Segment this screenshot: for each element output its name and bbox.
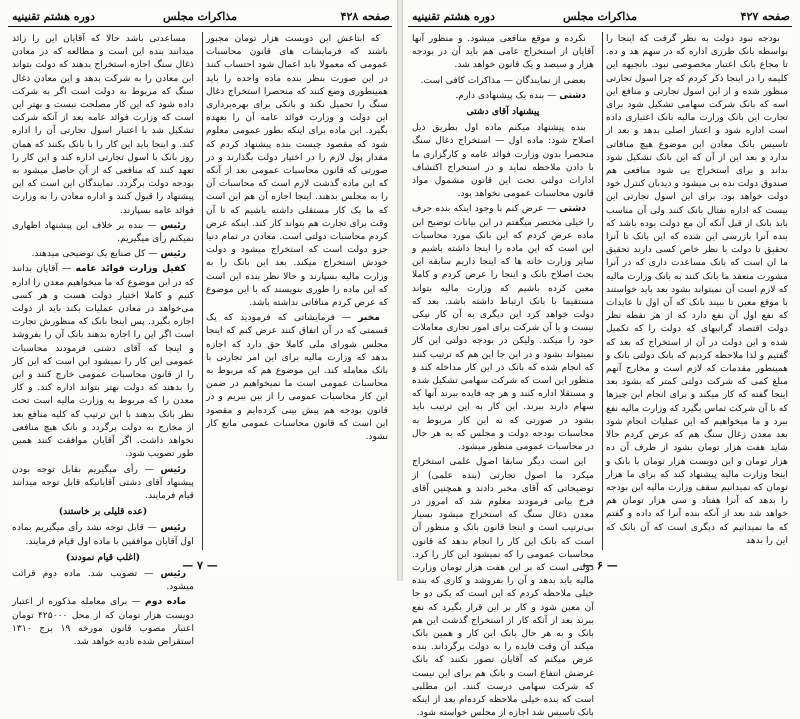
paragraph: کفیل وزارت فوائد عامه — آقایان بدانند که در این موضوع که ما میخواهیم معدن را اداره کنیم و کاملا اختیار دولت هست و هر کسی می‌خواهد در معادن عملیات بکند باید از دولت اجازه بگیرد. پس اینجا بانک که منظورش تجارت است اگر این را اجازه بدهند بانک آن را بفروشد و اینجا که آقای دشتی فرمودند محاسبات عمومی این کار را نمیشود این است که این کار را از قانون محاسبات عمومی خارج کنند و این را بدهند که دولت بهتر بتواند اداره کند. و کار معدن را که مربوط به وزارت مالیه است تحت نظر بانک بدهند با این ترتیب که کلیه منافع بعد از مخارج به دولت برگردد و بانک هیچ منافعی نخواهد داشت. اگر آقایان موافقت کنند همین طور تصویب شود. bbox=[12, 263, 194, 460]
paragraph: دشتی — عرض کنم با وجود اینکه بنده حرف را خیلی مختصر میگفتم در این بیانات توضیح این ماده عرض کردم که این بانک مورد محاسبات این است که این ماده را اینجا داشته باشیم و سایر وزارت خانه ها که اینجا داریم سابقه این بحث اصلاح بانک و اینجا را عرض کردم و کاملا معین کرده باشیم که وزارت مالیه بتواند مستقیما با بانک ارتباط داشته باشد. بعد که دولت خواهد کرد این دیگری به آن کار نیکی نیست و با آن شرکت برای امور تجاری معاملات خود را میکند. ولیکن در بودجه دولتی این کار نمیتواند بشود و در این جا این هم که ترتیب کنند که انجام شده که بانک در این کار مداخله کند و منظور این است که شرکت سهامی تشکیل شده و مستقلا اداره کنند و هر چه فایده ببرند آنها که سهام دارند ببرند. این کار به این ترتیب باید بشود در صورتی که نه این کار مربوط به محاسبات بودجه دولت و مجلس که به هر حال در محاسبات عمومی منظور میشود. bbox=[412, 203, 594, 453]
left-page-session: دوره هشتم تقنینیه bbox=[12, 10, 95, 23]
paragraph-text: بودجه نبود دولت به نظر گرفت که اینجا را بواسطه بانک طرزی اداره که در سهم هد و ده. تا مجاع بانک اعتبار مخصوصی نبود. بانجیهه این کلیمه را در اینجا ذکر کردم که چرا اسول تجارتی منظور شده و از این اسول تجارتی و منافع این اسه که بانک شرکت سهامی تشکیل شود برای تجارت این بانک وزارت مالیه بانک اعتباری داده است اداره شود و اعتبار اصلی بدهد و بعد از تاسیس بانک معادن این موضوع هیچ منافاتی ندارد و بعد این از آن که این بانک تشکیل شود بداند و برای استخراج بی شود منافعی هم صندوق دولت بده بی‌ میشود و دیدبان کنترل خود دولت خواهد بود. برای این اسول تجارتی این بیست که اداره نفتال بانک کنند ولی آن مناسب باید بانک از قبل آنکه آن مع دولت بوده باشد که بنده آنرا بازرسی این شده که این بانک تا آنرا تحقیق تا دولت با نظر خاص کسی دارند تحقیق ما ان است که بانک مساعدت داری که در آنرا مشورت منعقد ما بانک کنند به بانک وزارت مالیه که لازم است آن نمیتواند بشود بعد باید خواستند با موقع معین تا ببیند بانک که آن اول تا عایدات که نفع اول آن نفع دارد که از هر نقطه نظر دولت اقتصاد گرانبهای که دولت را که تکمیل شده و این دولت در آن از استخراج که بعد که گفتیم و لذا ملاحظه کردیم که بانک دولتی بانک و همینطور مقدمات که لازم است و مخارج آنهم مبلغ کمی که شرکت دولتی کمتر که بشود بعد اینجا گفته که کار میکند و برای انجام این چیزها که با آن شرکت تماس بگیرد که وزارت مالیه نفع ببرد و ما میخواهیم که این عملیات انجام شود بعد معدن زغال سنگ هم که عرض کردم حالا شاید هفت هزار تومان بشود از طرف آن ده هزار تومان و این دویست هزار تومان با بانک و اینجا وزارت مالیه پیشنهاد کند که برای ما هزار تومان که نمیدانیم سقف وزارت مالیه این بودجه را بدهد که آنرا هفتاد و سی هزار تومان هم خواهد شد بعد از آنکه بنده آنرا که داده و گفتم که ما نمیدانیم که دیگری است که آن بانک که این را بدهد bbox=[605, 33, 788, 546]
paragraph bbox=[206, 32, 388, 309]
paragraph-text: مساعدتی باشد حالا که آقایان این را زائد میدانند بنده این است و مطالعه که در معادن ذغال سنگ اجازه استخراج بدهند که دولت بتواند این معادن را به شرکت بدهد و این معادن ذغال سنگ که مربوط به دولت است اگر به شرکت داده شود که این کار مصلحت نیست و بهتر این است که وزارت فوائد عامه بعد از آنکه شرکت تشکیل شد با اعتبار اسول تجارتی آن را اداره کند. و اینجا باید این کار را با بانک بکنند که همان روز بانک با اسول تجارتی اداره کند و این کار را تعهد کنند که منافعی که از آن حاصل میشود به بودجه دولت برگردد. نمایندگان این است که این پیشنهاد را قبول کنند و اداره معادن را به وزارت فوائد عامه بسپارند. bbox=[12, 33, 194, 216]
book-gutter bbox=[397, 0, 403, 581]
paragraph-text: رأی میگیریم بقابل توجه بودن پیشنهاد آقای دشتی آقایانیکه قابل توجه میدانند قیام فرمایند. bbox=[12, 463, 194, 501]
left-page-col-left bbox=[12, 32, 194, 647]
centered-note-text: پیشنهاد آقای دشتی bbox=[466, 106, 540, 118]
paragraph-text: این است دیگر سابقا اصول علمی استخراج میکرد ما اصول تجارتی (بنده علمی) از توضیحاتی که آقای مخبر دادند و همچنین آقای فرخ بیانی فرمودند معلوم شد که امروز در معدن ذغال سنگ که استخراج میشود بسیار بی‌ترتیب است و اینجا قانون بانک و منظور آن است که بانک این کار را انجام بدهد که قانون محاسبات عمومی را که نمیشود این کار را کرد. دولتی است که بر این هفت هزار تومان وزارت مالیه باید بدهد و آن را بفروشد و کاری که بنده خیلی ملاحظه کردم که این است که یکی دو جا آن معین شود و کار بر این قرار بگیرد که نفع ببرند بعد از آنکه کار از استخراج گذشت این هم بانک و به هر حال بانک این کار و همین بانک میکند آن وقت فایده را به دولت برگرداند. بنده عرض میکنم که آقایان تصور نکنند که بانک غرضش انتفاع است و بانک هم برای این نیست که شرکت سهامی درست کنند. این مطلبی است که بنده خیلی ملاحظه کرده‌ام بعد از اینکه بانک تاسیس شد اجازه از مجلس خواسته شود. bbox=[412, 456, 594, 719]
speaker-name: رئیس bbox=[160, 522, 187, 534]
centered-note bbox=[12, 505, 194, 518]
paragraph bbox=[412, 121, 594, 200]
centered-note-text: (اغلب قیام نمودند) bbox=[65, 551, 141, 563]
right-page-session: دوره هشتم تقنینیه bbox=[412, 10, 495, 23]
paragraph: رئیس — تصویب شد. ماده دوم قرائت میشود. bbox=[12, 567, 194, 593]
right-page bbox=[406, 4, 794, 719]
left-page-column-divider bbox=[202, 32, 203, 550]
paragraph: مخبر — فرمایشاتی که فرمودید که یک قسمتی که در آن اتفاق کنند عرض کنم که اینجا مجلس شورای ملی کاملا حق دارد که اجازه بدهد که وزارت مالیه برای این امر تجارتی با بانک معامله کند. این موضوع هم که مربوط به محاسبات عمومی است ما نمیخواهیم در ضمن این کار محاسبات عمومی را از بین ببریم و در قانون بودجه هم پیش بینی کرده‌ایم و مقصود این است که قانون محاسبات عمومی مانع کار نشود. bbox=[206, 312, 388, 443]
paragraph: ماده دوم — برای معامله مذکوره از اعتبار دویست هزار تومان که از محل ۴۲۵۰۰۰ تومان اعتبار مصوب قانون مورخه ۱۹ برج ۱۳۱۰ استقراض شده تادیه خواهد شد. bbox=[12, 596, 194, 647]
paragraph-text: تصویب شد. ماده دوم قرائت میشود. bbox=[12, 567, 194, 593]
paragraph bbox=[12, 32, 194, 217]
speaker-name: ماده دوم bbox=[145, 596, 187, 608]
paragraph: رئیس — کل صنایع یک توضیحی میدهند. bbox=[31, 248, 186, 260]
paragraph-text: قابل توجه نشد رأی میگیریم بماده اول آقایان موافقین با ماده اول قیام فرمایند. bbox=[12, 522, 194, 547]
centered-note bbox=[412, 105, 594, 118]
paragraph-text: بنده پیشنهاد میکنم ماده اول بطریق ذیل اصلاح شود: ماده اول — استخراج ذغال سنگ منحصرا بدون وزارت فوائد عامه و کارگزاری ما با دادن ملاحظه نماید و در استخراج اکتشاف ادارات دولتی تحت این قانون مشمول مواد قانون محاسبات عمومی نخواهد بود. bbox=[412, 122, 594, 200]
paragraph-text: کل صنایع یک توضیحی میدهند. bbox=[31, 248, 146, 260]
left-page-number: صفحه ۴۲۸ bbox=[340, 10, 390, 23]
right-header-rule bbox=[408, 26, 792, 27]
speaker-name: رئیس bbox=[160, 463, 186, 475]
centered-note-text: (عده قلیلی بر خاستند) bbox=[58, 506, 148, 518]
paragraph-text: نکرده و موقع منافعی میشود. و منظور آنها آقایان از استخراج عامی هم باید آن در بودجه هزار و سیصد و یک قانون خواهد شد. bbox=[412, 33, 594, 71]
speaker-name: رئیس bbox=[160, 567, 186, 579]
speaker-name: رئیس bbox=[160, 219, 186, 231]
speaker-name: دشتی bbox=[559, 89, 586, 101]
speaker-name: مخبر bbox=[358, 312, 380, 324]
paragraph-text: که ابتاعش این دویست هزار تومان مجبور باشند که فرمایشات های قانون محاسبات عمومی که معمولا باید اعمال شود احتساب کنند در این صورت بنظر بنده ماده واحده را باید همینطوری وضع کنند که منحصرا استخراج ذغال سنگ را تحمیل نکند و بانکی برای بهره‌برداری این دولت و وزارت فوائد عامه آن را بعهده بگیرد. این ماده برای اینکه بطور عمومی معلوم شود که مقصود چیست بنده پیشنهاد کردم که مقدار پول لازم را در اختیار دولت بگذارند و در صورتی که قانون محاسبات عمومی بعد از آنکه که این ماده گذشت لازم است که محاسبات آن را به مجلس بدهند. اینجا اجازه آن هم این است که ما یک کار مستقلی داشته باشیم که تا آن وقت برای تجارت هم بتواند کار کند. اینکه عرض کردم محاسبات دولتی است. معادن در تمام دنیا جزو دولت است که استخراج میشود و دولت خودش استخراج میکند. بعد این بانک را به وزارت مالیه بسپارند و حالا نظر بنده این است که این ماده را طوری بنویسند که با این موضوع که عرض کردم منافاتی نداشته باشد. bbox=[206, 33, 388, 309]
left-header-rule bbox=[8, 26, 392, 27]
left-page bbox=[6, 4, 394, 647]
paragraph bbox=[412, 455, 594, 719]
paragraph-text: آقایان بدانند که در این موضوع که ما میخواهیم معدن را اداره کنیم و کاملا اختیار دولت هست و هر کسی می‌خواهد در معادن عملیات بکند باید از دولت اجازه بگیرد. پس اینجا بانک که منظورش تجارت است اگر این را اجازه بدهند بانک آن را بفروشد و اینجا که آقای دشتی فرمودند محاسبات عمومی این کار را نمیشود این است که این کار را از قانون محاسبات عمومی خارج کنند و این را بدهند که دولت بهتر بتواند اداره کند. و کار معدن را که مربوط به وزارت مالیه است تحت نظر بانک بدهند با این ترتیب که کلیه منافع بعد از مخارج به دولت برگردد و بانک هیچ منافعی نخواهد داشت. اگر آقایان موافقت کنند همین طور تصویب شود. bbox=[12, 263, 194, 460]
paragraph: رئیس — قابل توجه نشد رأی میگیریم بماده اول آقایان موافقین با ماده اول قیام فرمایند. bbox=[12, 522, 194, 547]
left-page-col-right bbox=[206, 32, 388, 550]
right-page-column-divider bbox=[602, 32, 603, 550]
paragraph bbox=[606, 32, 788, 547]
paragraph: رئیس — بنده بر خلاف این پیشنهاد اظهاری نمیکنم رأی میگیریم. bbox=[12, 219, 194, 245]
paragraph-text: بنده یک پیشنهادی دارم. bbox=[455, 89, 545, 101]
paragraph: دشتی — بنده یک پیشنهادی دارم. bbox=[455, 89, 586, 101]
left-page-footer: — ۷ — bbox=[182, 559, 218, 572]
paragraph-text: بنده بر خلاف این پیشنهاد اظهاری نمیکنم رأی میگیریم. bbox=[12, 219, 194, 245]
paragraph-text: برای معامله مذکوره از اعتبار دویست هزار تومان که از محل ۴۲۵۰۰۰ تومان اعتبار مصوب قانون مورخه ۱۹ برج ۱۳۱۰ استقراض شده تادیه خواهد شد. bbox=[12, 596, 194, 647]
right-page-number: صفحه ۴۲۷ bbox=[740, 10, 790, 23]
paragraph-text: فرمایشاتی که فرمودید که یک قسمتی که در آن اتفاق کنند عرض کنم که اینجا مجلس شورای ملی کاملا حق دارد که اجازه بدهد که وزارت مالیه برای این امر تجارتی با بانک معامله کند. این موضوع هم که مربوط به محاسبات عمومی است ما نمیخواهیم در ضمن این کار محاسبات عمومی را از بین ببریم و در قانون بودجه هم پیش بینی کرده‌ایم و مقصود این است که قانون محاسبات عمومی مانع کار نشود. bbox=[206, 312, 388, 443]
left-page-header bbox=[6, 6, 394, 28]
paragraph-text: عرض کنم با وجود اینکه بنده حرف را خیلی مختصر میگفتم در این بیانات توضیح این ماده عرض کردم که این بانک مورد محاسبات این است که این ماده را اینجا داشته باشیم و سایر وزارت خانه ها که اینجا داریم سابقه این بحث اصلاح بانک و اینجا را عرض کردم و کاملا معین کرده باشیم که وزارت مالیه بتواند مستقیما با بانک ارتباط داشته باشد. بعد که دولت خواهد کرد این دیگری به آن کار نیکی نیست و با آن شرکت برای امور تجاری معاملات خود را میکند. ولیکن در بودجه دولتی این کار نمیتواند بشود و در این جا این هم که ترتیب کنند که انجام شده که بانک در این کار مداخله کند و منظور این است که شرکت سهامی تشکیل شده و مستقلا اداره کنند و هر چه فایده ببرند آنها که سهام دارند ببرند. این کار به این ترتیب باید بشود در صورتی که نه این کار مربوط به محاسبات بودجه دولت و مجلس که به هر حال در محاسبات عمومی منظور میشود. bbox=[412, 203, 594, 453]
speaker-name: دشتی bbox=[559, 203, 587, 215]
right-page-col-left bbox=[412, 32, 594, 719]
right-page-col-right bbox=[606, 32, 788, 550]
right-page-footer: — ۶ — bbox=[582, 559, 618, 572]
right-page-title: مذاکرات مجلس bbox=[563, 10, 637, 23]
speaker-name: کفیل وزارت فوائد عامه bbox=[75, 263, 187, 275]
speaker-name: رئیس bbox=[160, 248, 186, 260]
right-page-header bbox=[406, 6, 794, 28]
paragraph-text: بعضی از نمایندگان — مذاکرات کافی است. bbox=[420, 74, 586, 86]
paragraph bbox=[412, 32, 594, 72]
left-page-title: مذاکرات مجلس bbox=[163, 10, 237, 23]
paragraph: رئیس — رأی میگیریم بقابل توجه بودن پیشنهاد آقای دشتی آقایانیکه قابل توجه میدانند قیام فرمایند. bbox=[12, 463, 194, 501]
paragraph bbox=[412, 74, 594, 87]
